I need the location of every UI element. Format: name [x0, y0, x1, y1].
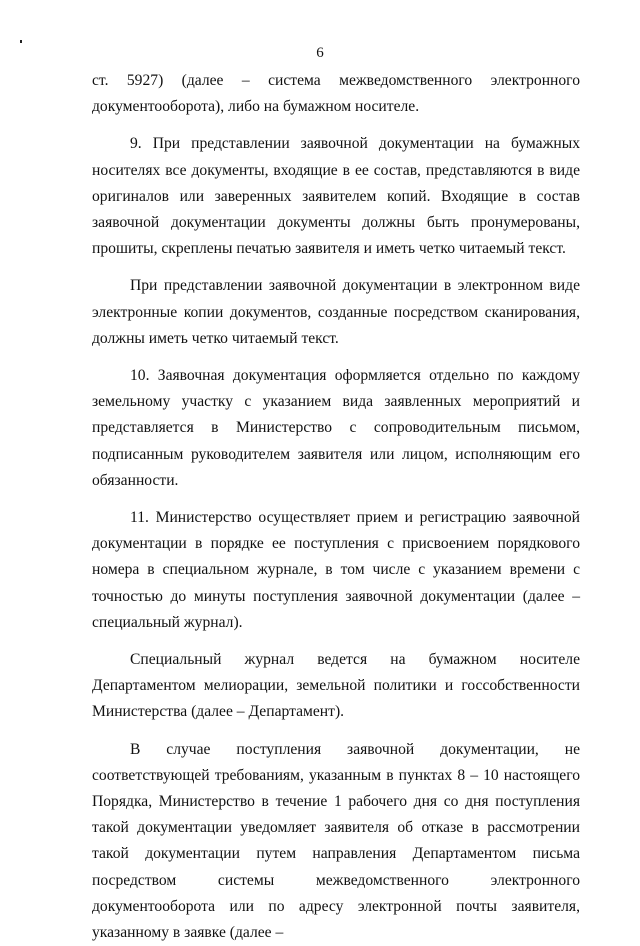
- paragraph-11: 11. Министерство осуществляет прием и регистрацию заявочной документации в порядке ее поступления с присвоением порядкового номера в специальном журнале, в том числе с указанием времени с точностью до минуты поступления заявочной документации (далее – специальный журнал).: [92, 509, 580, 631]
- body-text: [92, 68, 580, 946]
- scan-speck: [20, 40, 22, 43]
- paragraph-9: 9. При представлении заявочной документации на бумажных носителях все документы, входящие в ее состав, представляются в виде оригиналов или заверенных заявителем копий. Входящие в состав заявочной документации документы должны быть пронумерованы, прошиты, скреплены печатью заявителя и иметь четко читаемый текст.: [92, 135, 580, 258]
- paragraph-nonconforming: В случае поступления заявочной документации, не соответствующей требованиям, указанным в пунктах 8 – 10 настоящего Порядка, Министерство в течение 1 рабочего дня со дня поступления такой документации уведомляет заявителя об отказе в рассмотрении такой документации путем направления Департаментом письма посредством системы межведомственного электронного документооборота или по адресу электронной почты заявителя, указанному в заявке (далее –: [92, 740, 580, 942]
- paragraph-continuation: ст. 5927) (далее – система межведомственного электронного документооборота), либо на бумажном носителе.: [92, 72, 580, 116]
- paragraph-10: 10. Заявочная документация оформляется отдельно по каждому земельному участку с указанием вида заявленных мероприятий и представляется в Министерство с сопроводительным письмом, подписанным руководителем заявителя или лицом, исполняющим его обязанности.: [92, 367, 580, 489]
- page-number: 6: [316, 45, 324, 61]
- paragraph-electronic-copies: При представлении заявочной документации в электронном виде электронные копии документов, созданные посредством сканирования, должны иметь четко читаемый текст.: [92, 277, 580, 347]
- paragraph-special-journal: Специальный журнал ведется на бумажном носителе Департаментом мелиорации, земельной политики и госсобственности Министерства (далее – Департамент).: [92, 651, 580, 721]
